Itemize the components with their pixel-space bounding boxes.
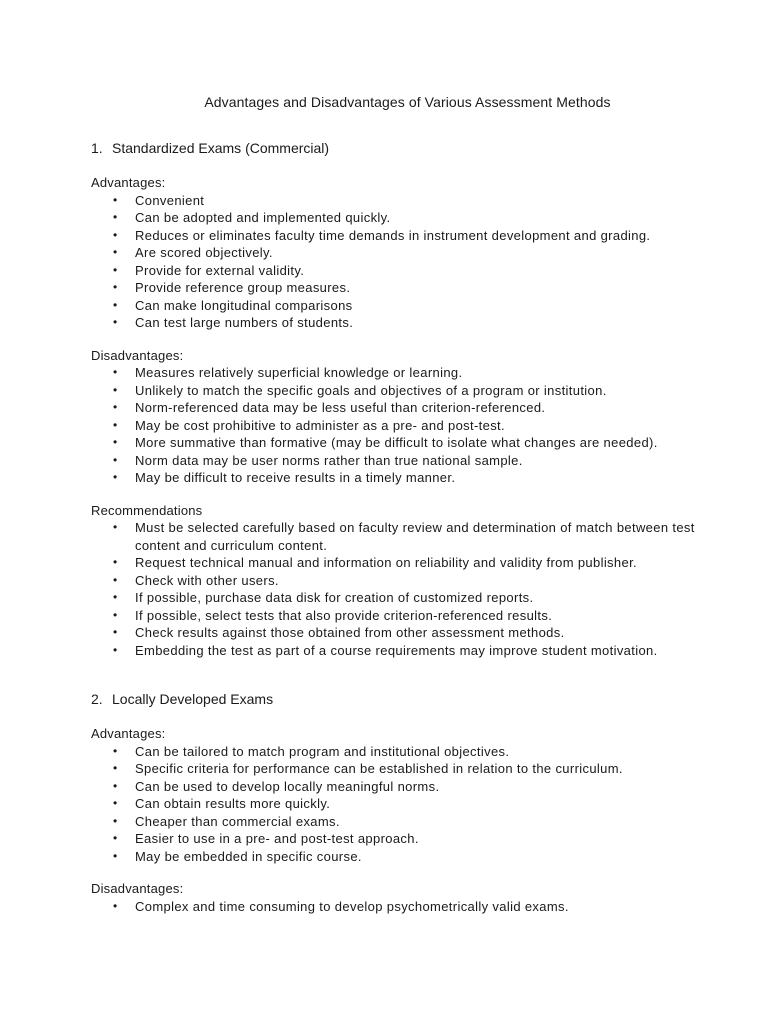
bullet-icon: • <box>113 642 118 657</box>
list-item-text: Can be adopted and implemented quickly. <box>135 210 391 225</box>
list-item-text: If possible, select tests that also provide criterion-referenced results. <box>135 607 553 623</box>
bullet-icon: • <box>113 743 118 758</box>
list-item <box>91 898 728 916</box>
group-label: Advantages: <box>91 726 166 741</box>
bullet-icon: • <box>113 848 118 863</box>
bullet-icon: • <box>113 625 118 639</box>
bullet-icon: • <box>113 435 118 449</box>
section-heading-text: Standardized Exams (Commercial) <box>112 140 330 156</box>
bullet-list <box>91 192 728 332</box>
list-item <box>91 399 728 417</box>
bullet-icon: • <box>113 315 118 329</box>
list-item-text: Check results against those obtained from other assessment methods. <box>135 625 565 640</box>
bullet-icon: • <box>113 607 118 622</box>
list-item-text: Easier to use in a pre- and post-test approach. <box>135 831 419 846</box>
list-item-text: Convenient <box>135 192 205 208</box>
bullet-icon: • <box>113 192 118 207</box>
group-label: Recommendations <box>91 502 203 518</box>
list-item-text: Can test large numbers of students. <box>135 315 354 330</box>
bullet-icon: • <box>113 245 118 259</box>
document-title: Advantages and Disadvantages of Various Assessment Methods <box>204 94 611 110</box>
bullet-list <box>91 364 728 487</box>
bullet-icon: • <box>113 297 118 312</box>
group-label: Advantages: <box>91 175 166 190</box>
list-item <box>91 297 728 315</box>
list-item-text: Cheaper than commercial exams. <box>135 813 340 829</box>
bullet-icon: • <box>113 572 118 587</box>
bullet-list <box>91 743 728 866</box>
item-group <box>91 174 728 332</box>
list-item <box>91 244 728 262</box>
list-item-text: Norm-referenced data may be less useful than criterion-referenced. <box>135 400 546 415</box>
document-body <box>91 139 728 915</box>
list-item-text: Provide for external validity. <box>135 262 305 278</box>
section-1 <box>91 139 728 659</box>
list-item <box>91 760 728 778</box>
list-item-text: May be cost prohibitive to administer as a pre- and post-test. <box>135 417 505 433</box>
list-item-text: May be difficult to receive results in a timely manner. <box>135 470 456 485</box>
list-item-text: Specific criteria for performance can be established in relation to the curriculum. <box>135 761 623 776</box>
bullet-icon: • <box>113 796 118 810</box>
list-item <box>91 778 728 796</box>
bullet-icon: • <box>113 520 118 534</box>
group-label: Disadvantages: <box>91 347 184 363</box>
section-2 <box>91 690 728 915</box>
list-item <box>91 452 728 470</box>
list-item <box>91 364 728 382</box>
bullet-icon: • <box>113 778 118 793</box>
list-item-text: Are scored objectively. <box>135 245 273 260</box>
list-item <box>91 434 728 452</box>
list-item <box>91 607 728 625</box>
list-item <box>91 795 728 813</box>
list-item-text: Embedding the test as part of a course requirements may improve student motivation. <box>135 642 658 658</box>
bullet-icon: • <box>113 831 118 845</box>
list-item <box>91 192 728 210</box>
list-item <box>91 227 728 245</box>
list-item <box>91 209 728 227</box>
list-item <box>91 279 728 297</box>
list-item <box>91 813 728 831</box>
bullet-icon: • <box>113 590 118 604</box>
item-group <box>91 502 728 660</box>
list-item-text: If possible, purchase data disk for creation of customized reports. <box>135 590 534 605</box>
item-group <box>91 880 728 915</box>
list-item-text: Complex and time consuming to develop psychometrically valid exams. <box>135 898 569 914</box>
list-item <box>91 743 728 761</box>
list-item <box>91 382 728 400</box>
section-heading-text: Locally Developed Exams <box>112 691 274 707</box>
bullet-icon: • <box>113 555 118 569</box>
list-item-text: May be embedded in specific course. <box>135 848 362 864</box>
bullet-icon: • <box>113 417 118 432</box>
section-number: 1. <box>91 140 103 156</box>
list-item <box>91 469 728 487</box>
list-item-text: Check with other users. <box>135 572 279 588</box>
bullet-icon: • <box>113 400 118 414</box>
bullet-icon: • <box>113 365 118 379</box>
list-item <box>91 624 728 642</box>
bullet-list <box>91 898 728 916</box>
list-item <box>91 589 728 607</box>
list-item-text: More summative than formative (may be difficult to isolate what changes are needed). <box>135 435 658 450</box>
bullet-list <box>91 519 728 659</box>
list-item <box>91 848 728 866</box>
list-item-text: Can be tailored to match program and institutional objectives. <box>135 743 510 759</box>
list-item-text: Measures relatively superficial knowledge or learning. <box>135 365 463 380</box>
list-item-text: Reduces or eliminates faculty time demands in instrument development and grading. <box>135 227 651 243</box>
bullet-icon: • <box>113 227 118 242</box>
list-item-text: Can make longitudinal comparisons <box>135 297 353 313</box>
section-heading <box>91 690 728 708</box>
bullet-icon: • <box>113 210 118 224</box>
list-item <box>91 642 728 660</box>
list-item <box>91 519 728 554</box>
bullet-icon: • <box>113 761 118 775</box>
bullet-icon: • <box>113 452 118 467</box>
list-item-text: Norm data may be user norms rather than true national sample. <box>135 452 523 468</box>
list-item-text: Unlikely to match the specific goals and objectives of a program or institution. <box>135 382 607 398</box>
bullet-icon: • <box>113 262 118 277</box>
list-item-text: Can be used to develop locally meaningful norms. <box>135 778 440 794</box>
section-heading <box>91 139 728 157</box>
list-item <box>91 417 728 435</box>
item-group <box>91 347 728 487</box>
item-group <box>91 725 728 865</box>
list-item-text: Request technical manual and information on reliability and validity from publisher. <box>135 555 637 570</box>
list-item-text: Can obtain results more quickly. <box>135 796 331 811</box>
list-item <box>91 262 728 280</box>
bullet-icon: • <box>113 898 118 913</box>
list-item <box>91 314 728 332</box>
list-item <box>91 830 728 848</box>
bullet-icon: • <box>113 813 118 828</box>
bullet-icon: • <box>113 280 118 294</box>
bullet-icon: • <box>113 470 118 484</box>
list-item-text: Must be selected carefully based on faculty review and determination of match between test content and curriculum content. <box>135 520 695 553</box>
list-item <box>91 572 728 590</box>
bullet-icon: • <box>113 382 118 397</box>
section-number: 2. <box>91 691 103 707</box>
list-item-text: Provide reference group measures. <box>135 280 351 295</box>
group-label: Disadvantages: <box>91 881 184 896</box>
list-item <box>91 554 728 572</box>
